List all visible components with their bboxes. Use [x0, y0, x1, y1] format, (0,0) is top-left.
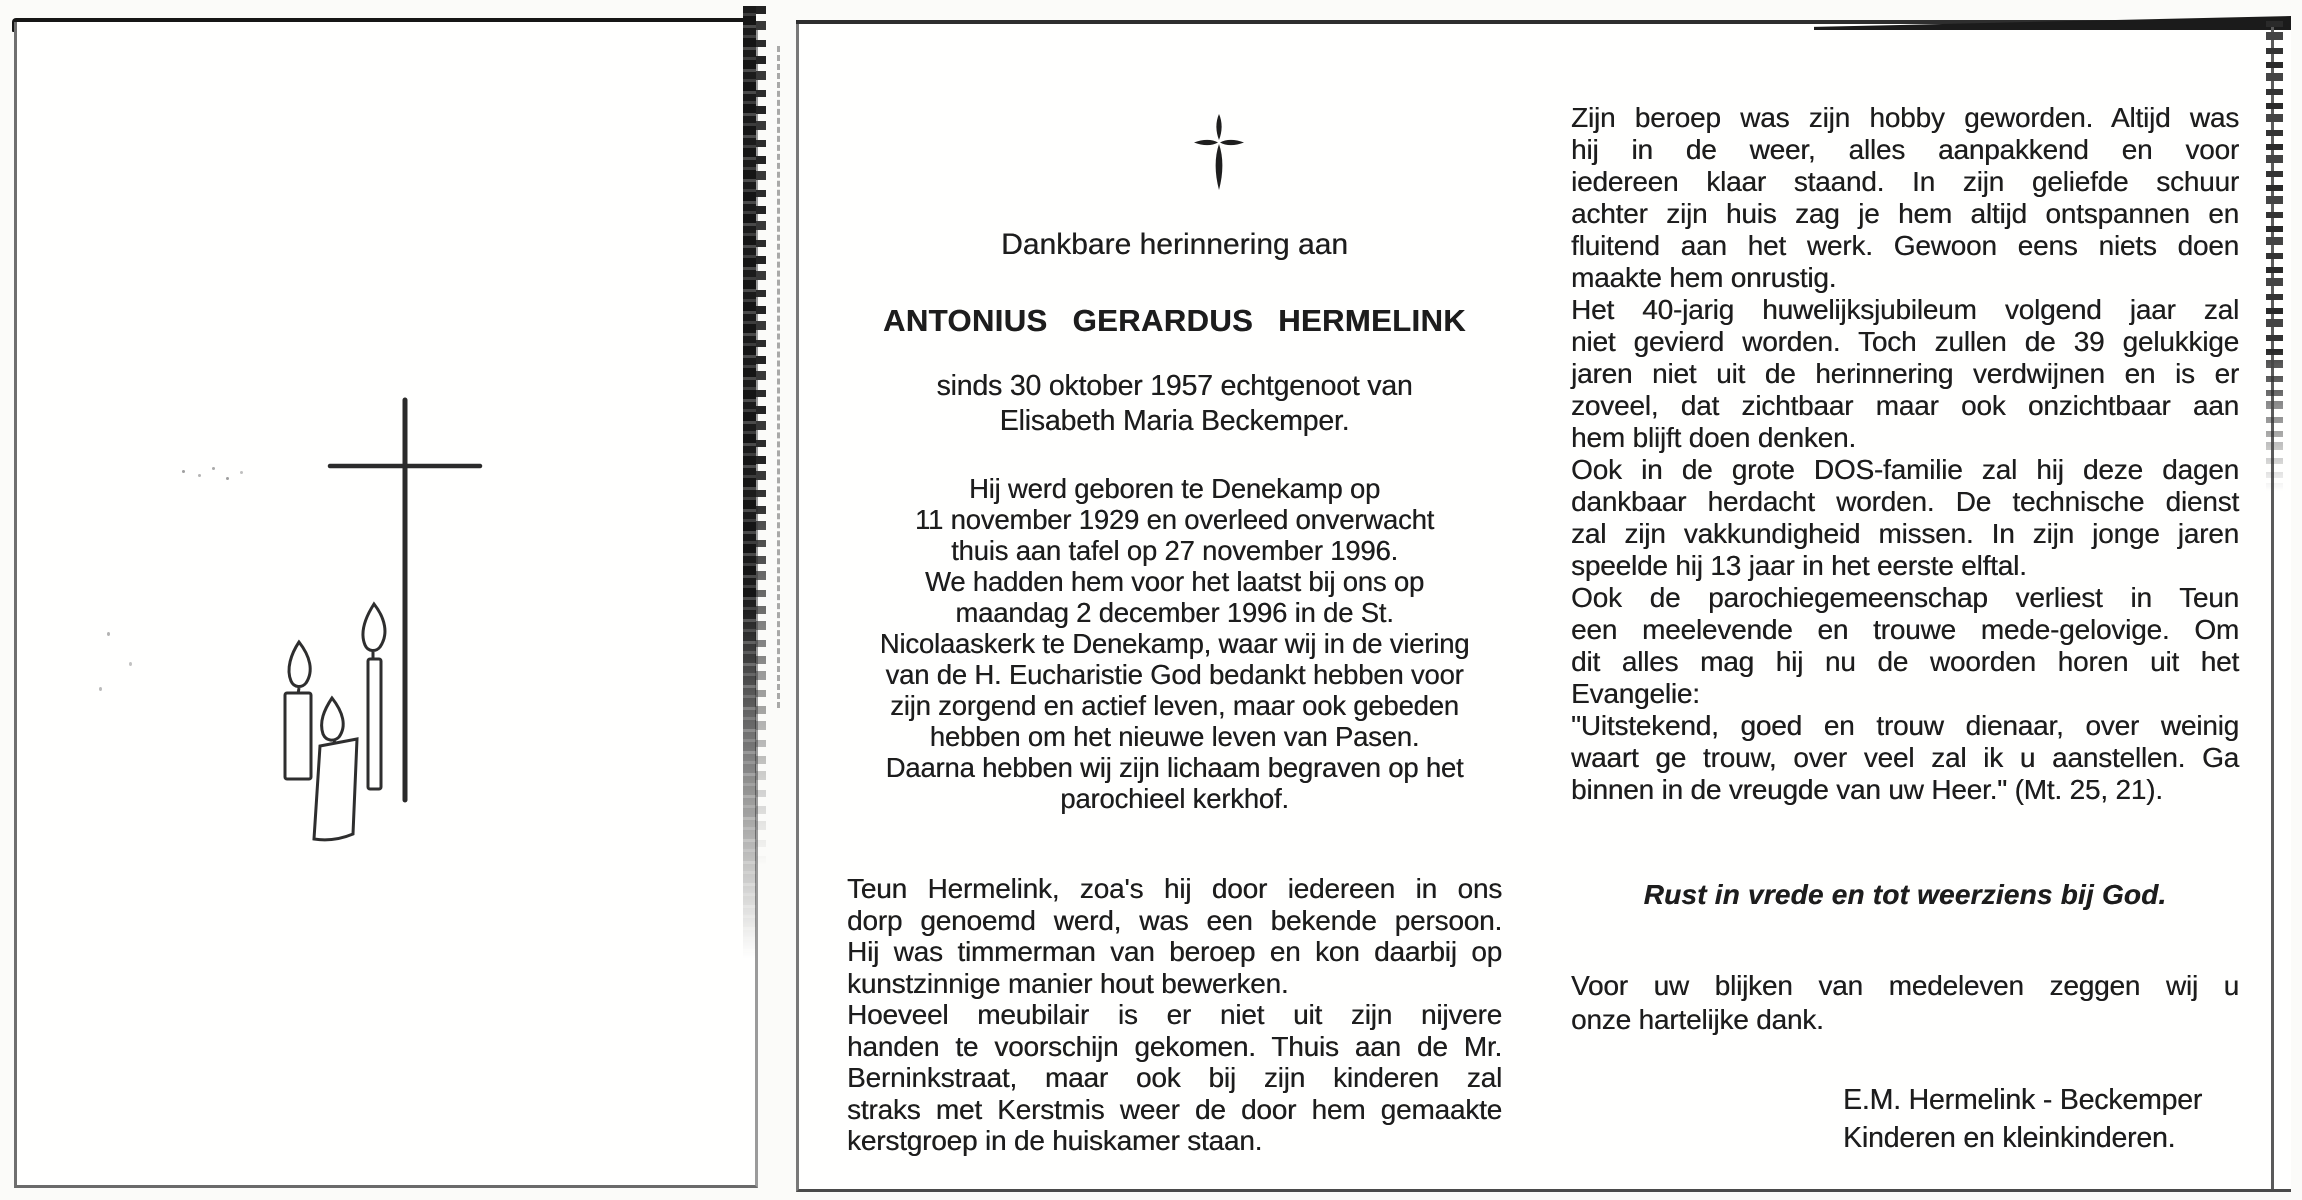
candle-icon [363, 604, 385, 789]
text-line: fluitend aan het werk. Gewoon eens niets doen [1571, 230, 2239, 261]
text-line: Berninkstraat, maar ook bij zijn kinderen zal [847, 1062, 1502, 1093]
memory-paragraph-1 [847, 873, 1502, 999]
thanks-lines [1571, 969, 2239, 1037]
memory-paragraph-2 [847, 999, 1502, 1157]
text-line: sinds 30 oktober 1957 echtgenoot van [936, 370, 1413, 402]
text-line: kerstgroep in de huiskamer staan. [847, 1125, 1263, 1156]
text-line: E.M. Hermelink - Beckemper [1843, 1084, 2203, 1116]
text-line: Elisabeth Maria Beckemper. [999, 405, 1350, 437]
candle-icon [285, 642, 311, 779]
candle-icon [314, 698, 357, 840]
text-line: handen te voorschijn gekomen. Thuis aan de Mr. [847, 1030, 1502, 1062]
text-line: "Uitstekend, goed en trouw dienaar, over weinig [1571, 710, 2239, 741]
text-line: Ook in de grote DOS-familie zal hij deze dagen [1571, 454, 2239, 485]
life-story-lines [847, 473, 1502, 814]
tribute-paragraph-4 [1571, 582, 2239, 710]
text-line: hebben om het nieuwe leven van Pasen. [929, 721, 1420, 752]
scan-speck [107, 632, 110, 636]
text-line: binnen in de vreugde van uw Heer." (Mt. 25, 21). [1571, 774, 2163, 805]
text-line: 11 november 1929 en overleed onverwacht [914, 504, 1435, 535]
memory-paragraphs [847, 873, 1502, 1157]
scan-edge-band [743, 6, 756, 958]
scan-speck [182, 470, 185, 473]
text-line: hem blijft doen denken. [1571, 422, 1856, 453]
tribute-paragraphs [1571, 102, 2239, 806]
scan-fold-dotted-line [777, 46, 780, 708]
scan-edge-band-ragged [756, 6, 766, 866]
memorial-card-inside [796, 21, 2291, 1192]
tribute-paragraph-5 [1571, 710, 2239, 806]
deceased-name: ANTONIUS GERARDUS HERMELINK [882, 303, 1467, 338]
tribute-paragraph-1 [1571, 102, 2239, 294]
tribute-paragraph-3 [1571, 454, 2239, 582]
text-line: We hadden hem voor het laatst bij ons op [924, 566, 1425, 597]
text-line: Daarna hebben wij zijn lichaam begraven op het [885, 752, 1464, 783]
text-line: Evangelie: [1571, 678, 1700, 709]
text-line: dankbaar herdacht worden. De technische dienst [1571, 486, 2239, 517]
text-line: iedereen klaar staand. In zijn geliefde schuur [1571, 166, 2239, 197]
text-line: Nicolaaskerk te Denekamp, waar wij in de viering [879, 628, 1470, 659]
text-line: zoveel, dat zichtbaar maar ook onzichtbaar aan [1571, 390, 2239, 421]
farewell-text: Rust in vrede en tot weerziens bij God. [1643, 879, 2167, 910]
text-line: Ook de parochiegemeenschap verliest in Teun [1571, 582, 2239, 613]
text-line: Hij was timmerman van beroep en kon daarbij op [847, 936, 1502, 967]
text-line: Zijn beroep was zijn hobby geworden. Altijd was [1571, 102, 2239, 133]
text-line: dorp genoemd werd, was een bekende persoon. [847, 904, 1502, 936]
text-line: Hij werd geboren te Denekamp op [968, 473, 1381, 504]
intro-text: Dankbare herinnering aan [1001, 228, 1348, 261]
text-line: speelde hij 13 jaar in het eerste elftal. [1571, 550, 2027, 581]
text-line: straks met Kerstmis weer de door hem gemaakte [847, 1093, 1502, 1125]
cross-and-candles-drawing [268, 396, 498, 846]
text-line: Teun Hermelink, zoa's hij door iedereen in ons [847, 873, 1502, 904]
text-line: zal zijn vakkundigheid missen. In zijn jonge jaren [1571, 518, 2239, 549]
dagger-cross-icon [1189, 113, 1249, 193]
tribute-paragraph-2 [1571, 294, 2239, 454]
text-line: thuis aan tafel op 27 november 1996. [951, 535, 1398, 566]
text-line: jaren niet uit de herinnering verdwijnen en is er [1571, 358, 2239, 389]
text-line: van de H. Eucharistie God bedankt hebben voor [885, 659, 1464, 690]
signature-lines [1571, 1081, 2239, 1157]
spouse-lines [847, 369, 1502, 439]
text-line: een meelevende en trouwe mede-gelovige. Om [1571, 614, 2239, 645]
text-line: hij in de weer, alles aanpakkend en voor [1571, 134, 2239, 165]
text-line: onze hartelijke dank. [1571, 1004, 1824, 1035]
text-line: Voor uw blijken van medeleven zeggen wij u [1571, 970, 2239, 1001]
text-line: zijn zorgend en actief leven, maar ook gebeden [890, 690, 1459, 721]
text-line: dit alles mag hij nu de woorden horen uit het [1571, 646, 2239, 677]
scan-edge-right-band [2266, 21, 2283, 491]
text-line: waart ge trouw, over veel zal ik u aanstellen. Ga [1571, 742, 2239, 773]
text-line: parochieel kerkhof. [1060, 783, 1289, 814]
text-line: niet gevierd worden. Toch zullen de 39 gelukkige [1571, 326, 2239, 357]
text-line: maandag 2 december 1996 in de St. [955, 597, 1394, 628]
text-line: kunstzinnige manier hout bewerken. [847, 967, 1289, 999]
text-line: Kinderen en kleinkinderen. [1843, 1122, 2176, 1154]
text-line: Het 40-jarig huwelijksjubileum volgend jaar zal [1571, 294, 2239, 325]
text-line: maakte hem onrustig. [1571, 262, 1837, 293]
text-line: Hoeveel meubilair is er niet uit zijn nijvere [847, 999, 1502, 1030]
memorial-card-front [14, 22, 758, 1188]
text-line: achter zijn huis zag je hem altijd ontspannen en [1571, 198, 2239, 229]
